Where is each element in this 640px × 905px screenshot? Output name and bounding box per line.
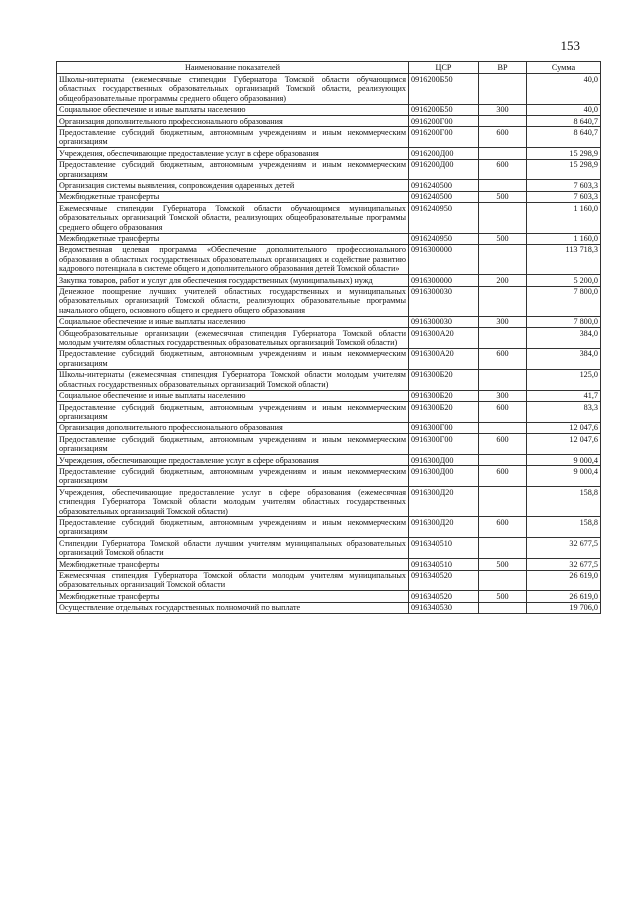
cell-csr: 0916200Д00 <box>409 159 479 180</box>
table-row <box>57 127 601 148</box>
cell-name: Закупка товаров, работ и услуг для обеспечения государственных (муниципальных) нужд <box>57 275 409 286</box>
table-row <box>57 434 601 455</box>
cell-csr: 0916300Б20 <box>409 369 479 390</box>
cell-name: Общеобразовательные организации (ежемесячная стипендия Губернатора Томской области молодым учителям областных государственных образовательных организаций Томской области) <box>57 328 409 349</box>
cell-sum: 40,0 <box>527 74 601 104</box>
cell-sum: 8 640,7 <box>527 127 601 148</box>
cell-sum: 15 298,9 <box>527 148 601 159</box>
cell-csr: 0916300000 <box>409 244 479 274</box>
cell-sum: 41,7 <box>527 390 601 401</box>
table-row <box>57 559 601 570</box>
cell-csr: 0916200Б50 <box>409 74 479 104</box>
table-row <box>57 328 601 349</box>
cell-vr <box>479 422 527 433</box>
cell-vr: 600 <box>479 402 527 423</box>
cell-csr: 0916240500 <box>409 180 479 191</box>
cell-csr: 0916300А20 <box>409 348 479 369</box>
table-row <box>57 180 601 191</box>
table-row <box>57 116 601 127</box>
column-header-sum: Сумма <box>527 62 601 74</box>
cell-name: Предоставление субсидий бюджетным, автономным учреждениям и иным некоммерческим организациям <box>57 466 409 487</box>
cell-vr <box>479 602 527 613</box>
cell-vr <box>479 203 527 233</box>
cell-vr: 200 <box>479 275 527 286</box>
cell-csr: 0916240950 <box>409 233 479 244</box>
cell-name: Предоставление субсидий бюджетным, автономным учреждениям и иным некоммерческим организациям <box>57 517 409 538</box>
cell-csr: 0916200Б50 <box>409 104 479 115</box>
cell-sum: 158,8 <box>527 517 601 538</box>
cell-vr <box>479 116 527 127</box>
cell-name: Осуществление отдельных государственных полномочий по выплате <box>57 602 409 613</box>
cell-sum: 8 640,7 <box>527 116 601 127</box>
cell-csr: 0916300030 <box>409 286 479 316</box>
table-row <box>57 422 601 433</box>
table-row <box>57 74 601 104</box>
cell-vr: 500 <box>479 191 527 202</box>
cell-vr <box>479 455 527 466</box>
cell-sum: 7 800,0 <box>527 316 601 327</box>
cell-csr: 0916240500 <box>409 191 479 202</box>
cell-csr: 0916300030 <box>409 316 479 327</box>
cell-sum: 7 603,3 <box>527 180 601 191</box>
cell-name: Учреждения, обеспечивающие предоставление услуг в сфере образования <box>57 455 409 466</box>
cell-sum: 158,8 <box>527 487 601 517</box>
cell-sum: 7 603,3 <box>527 191 601 202</box>
cell-sum: 384,0 <box>527 328 601 349</box>
cell-sum: 1 160,0 <box>527 233 601 244</box>
cell-vr: 600 <box>479 348 527 369</box>
cell-csr: 0916340520 <box>409 570 479 591</box>
cell-name: Межбюджетные трансферты <box>57 233 409 244</box>
cell-sum: 19 706,0 <box>527 602 601 613</box>
cell-name: Предоставление субсидий бюджетным, автономным учреждениям и иным некоммерческим организациям <box>57 402 409 423</box>
cell-vr <box>479 487 527 517</box>
cell-name: Денежное поощрение лучших учителей областных государственных и муниципальных образовательных организаций Томской области, реализующих образовательные программы начального общего, основного общего и среднего общего образования <box>57 286 409 316</box>
cell-vr <box>479 328 527 349</box>
cell-sum: 5 200,0 <box>527 275 601 286</box>
header-row <box>57 62 601 74</box>
cell-vr <box>479 570 527 591</box>
table-header <box>57 62 601 74</box>
cell-name: Социальное обеспечение и иные выплаты населению <box>57 104 409 115</box>
column-header-name: Наименование показателей <box>57 62 409 74</box>
cell-csr: 0916300Б20 <box>409 390 479 401</box>
table-row <box>57 316 601 327</box>
cell-csr: 0916340510 <box>409 559 479 570</box>
cell-name: Предоставление субсидий бюджетным, автономным учреждениям и иным некоммерческим организациям <box>57 159 409 180</box>
cell-name: Стипендии Губернатора Томской области лучшим учителям муниципальных образовательных организаций Томской области <box>57 538 409 559</box>
cell-vr <box>479 286 527 316</box>
cell-csr: 0916300Д00 <box>409 466 479 487</box>
cell-name: Межбюджетные трансферты <box>57 591 409 602</box>
table-row <box>57 466 601 487</box>
cell-sum: 26 619,0 <box>527 591 601 602</box>
cell-name: Межбюджетные трансферты <box>57 559 409 570</box>
cell-name: Социальное обеспечение и иные выплаты населению <box>57 390 409 401</box>
cell-sum: 1 160,0 <box>527 203 601 233</box>
cell-csr: 0916300Д20 <box>409 517 479 538</box>
cell-vr <box>479 538 527 559</box>
cell-sum: 15 298,9 <box>527 159 601 180</box>
table-row <box>57 369 601 390</box>
page-number: 153 <box>560 38 580 53</box>
cell-sum: 83,3 <box>527 402 601 423</box>
table-row <box>57 159 601 180</box>
cell-name: Предоставление субсидий бюджетным, автономным учреждениям и иным некоммерческим организациям <box>57 348 409 369</box>
cell-vr: 300 <box>479 104 527 115</box>
cell-csr: 0916340520 <box>409 591 479 602</box>
cell-vr <box>479 180 527 191</box>
table-row <box>57 275 601 286</box>
cell-vr <box>479 148 527 159</box>
cell-sum: 32 677,5 <box>527 559 601 570</box>
cell-csr: 0916300Б20 <box>409 402 479 423</box>
cell-vr: 600 <box>479 434 527 455</box>
cell-name: Учреждения, обеспечивающие предоставление услуг в сфере образования <box>57 148 409 159</box>
cell-csr: 0916300000 <box>409 275 479 286</box>
table-row <box>57 348 601 369</box>
table-row <box>57 591 601 602</box>
cell-csr: 0916300А20 <box>409 328 479 349</box>
table-row <box>57 233 601 244</box>
table-row <box>57 538 601 559</box>
table-row <box>57 191 601 202</box>
table-row <box>57 286 601 316</box>
cell-name: Межбюджетные трансферты <box>57 191 409 202</box>
cell-csr: 0916200Г00 <box>409 127 479 148</box>
cell-vr: 300 <box>479 390 527 401</box>
cell-sum: 9 000,4 <box>527 455 601 466</box>
cell-name: Ежемесячные стипендии Губернатора Томской области обучающимся муниципальных образовательных организаций Томской области, реализующих общеобразовательные программы среднего общего образования <box>57 203 409 233</box>
cell-vr: 600 <box>479 517 527 538</box>
cell-vr <box>479 244 527 274</box>
cell-vr: 500 <box>479 559 527 570</box>
cell-sum: 7 800,0 <box>527 286 601 316</box>
table-row <box>57 244 601 274</box>
cell-name: Ежемесячная стипендия Губернатора Томской области молодым учителям муниципальных образовательных организаций Томской области <box>57 570 409 591</box>
cell-vr: 600 <box>479 127 527 148</box>
budget-table <box>56 61 601 614</box>
cell-name: Школы-интернаты (ежемесячная стипендия Губернатора Томской области молодым учителям областных государственных образовательных организаций Томской области) <box>57 369 409 390</box>
cell-sum: 12 047,6 <box>527 422 601 433</box>
cell-csr: 0916340530 <box>409 602 479 613</box>
table-row <box>57 570 601 591</box>
table-row <box>57 517 601 538</box>
cell-vr <box>479 74 527 104</box>
table-row <box>57 402 601 423</box>
cell-name: Учреждения, обеспечивающие предоставление услуг в сфере образования (ежемесячная стипендия Губернатора Томской области молодым учителям областных государственных образовательных организаций Томской области) <box>57 487 409 517</box>
table-body <box>57 74 601 614</box>
cell-name: Организация дополнительного профессионального образования <box>57 422 409 433</box>
cell-name: Предоставление субсидий бюджетным, автономным учреждениям и иным некоммерческим организациям <box>57 434 409 455</box>
cell-csr: 0916240950 <box>409 203 479 233</box>
cell-name: Организация системы выявления, сопровождения одаренных детей <box>57 180 409 191</box>
cell-sum: 12 047,6 <box>527 434 601 455</box>
cell-vr: 300 <box>479 316 527 327</box>
cell-sum: 384,0 <box>527 348 601 369</box>
cell-csr: 0916200Г00 <box>409 116 479 127</box>
cell-sum: 113 718,3 <box>527 244 601 274</box>
table-row <box>57 455 601 466</box>
cell-csr: 0916300Г00 <box>409 422 479 433</box>
cell-csr: 0916200Д00 <box>409 148 479 159</box>
cell-vr <box>479 369 527 390</box>
column-header-csr: ЦСР <box>409 62 479 74</box>
cell-name: Социальное обеспечение и иные выплаты населению <box>57 316 409 327</box>
table-row <box>57 148 601 159</box>
cell-name: Предоставление субсидий бюджетным, автономным учреждениям и иным некоммерческим организациям <box>57 127 409 148</box>
cell-sum: 26 619,0 <box>527 570 601 591</box>
cell-csr: 0916340510 <box>409 538 479 559</box>
cell-name: Организация дополнительного профессионального образования <box>57 116 409 127</box>
table-row <box>57 104 601 115</box>
column-header-vr: ВР <box>479 62 527 74</box>
cell-sum: 125,0 <box>527 369 601 390</box>
cell-csr: 0916300Г00 <box>409 434 479 455</box>
table-row <box>57 390 601 401</box>
cell-csr: 0916300Д00 <box>409 455 479 466</box>
cell-vr: 500 <box>479 591 527 602</box>
cell-sum: 9 000,4 <box>527 466 601 487</box>
table-row <box>57 203 601 233</box>
cell-name: Ведомственная целевая программа «Обеспечение дополнительного профессионального образования в областных государственных образовательных организациях и содействие развитию кадрового потенциала в системе общего и дополнительного образования детей Томской области» <box>57 244 409 274</box>
cell-vr: 600 <box>479 159 527 180</box>
table-row <box>57 602 601 613</box>
cell-vr: 500 <box>479 233 527 244</box>
cell-sum: 32 677,5 <box>527 538 601 559</box>
cell-csr: 0916300Д20 <box>409 487 479 517</box>
cell-sum: 40,0 <box>527 104 601 115</box>
cell-name: Школы-интернаты (ежемесячные стипендии Губернатора Томской области обучающимся областных государственных образовательных организаций Томской области, реализующих общеобразовательные программы среднего общего образования) <box>57 74 409 104</box>
table-row <box>57 487 601 517</box>
cell-vr: 600 <box>479 466 527 487</box>
